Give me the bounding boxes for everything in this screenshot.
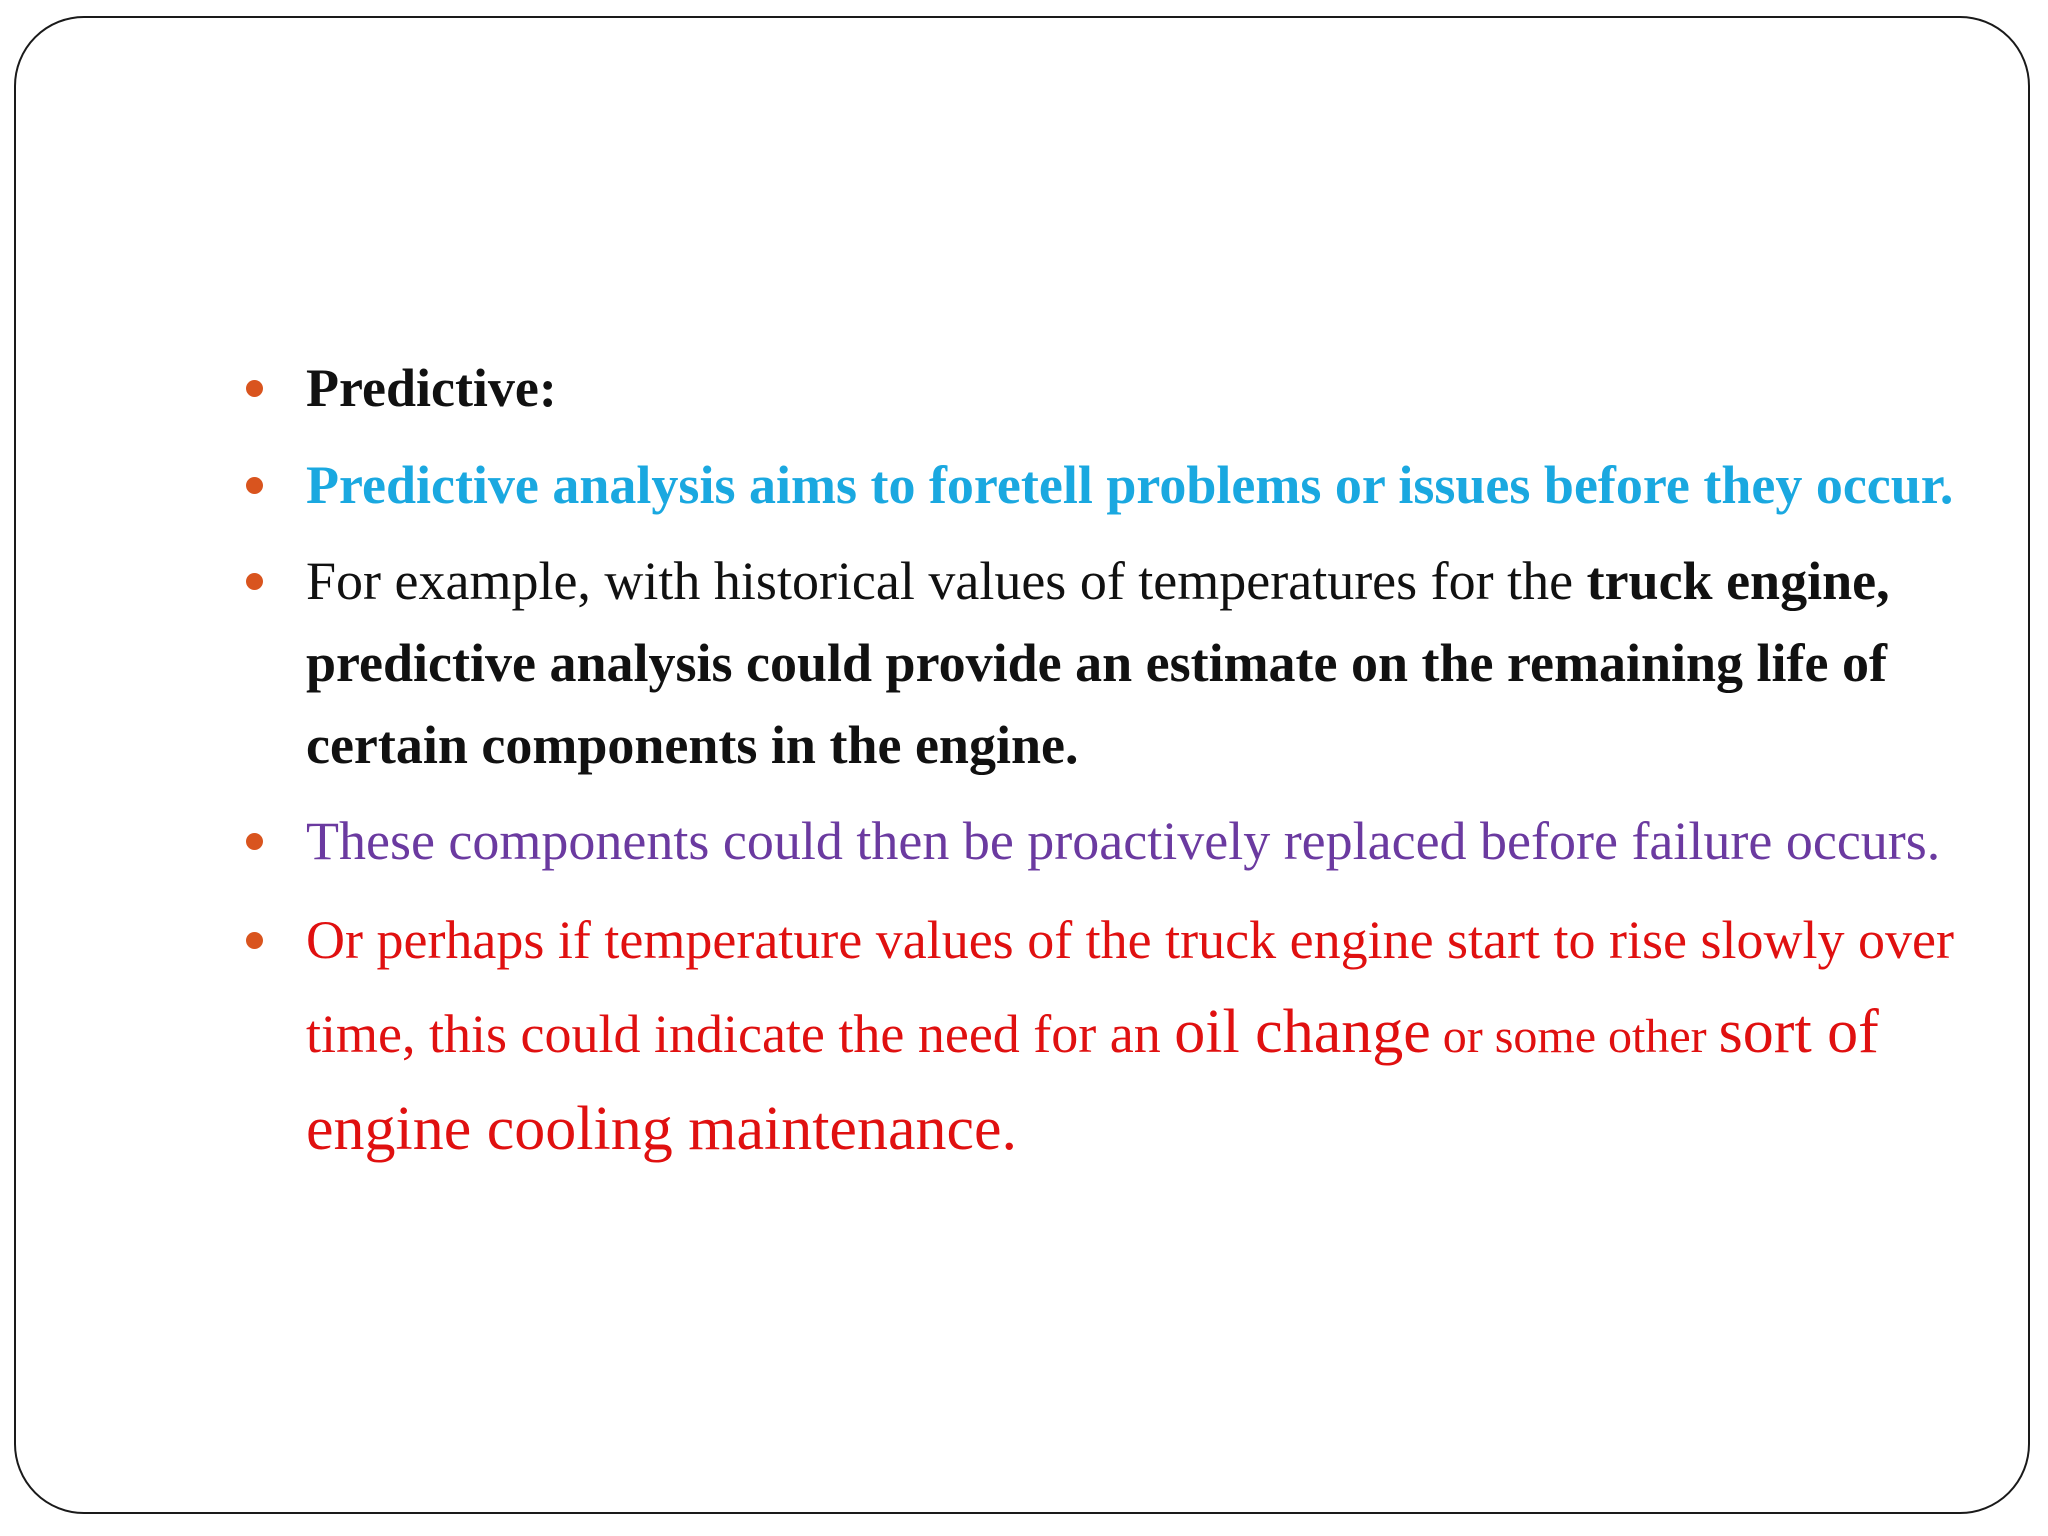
bullet-item-predictive-heading [246,348,1966,428]
slide-frame [14,16,2030,1514]
bullet-oil-text-part4: sort of engine cooling maintenance. [306,998,1879,1163]
bullet-dot-icon [246,833,263,850]
bullet-example-plain-text: For example, with historical values of temperatures for the [306,551,1587,611]
bullet-definition-text: Predictive analysis aims to foretell problems or issues before they occur. [306,455,1954,515]
bullet-item-example [246,540,1966,786]
bullet-replacement-text: These components could then be proactively replaced before failure occurs. [306,811,1941,871]
bullet-item-definition [246,444,1966,526]
bullet-list [246,348,1966,1177]
bullet-oil-text-part1: Or perhaps if temperature values of the truck engine start to rise slowly over time, this could indicate the need for an [306,910,1954,1064]
bullet-item-replacement [246,800,1966,882]
bullet-dot-icon [246,380,263,397]
bullet-dot-icon [246,477,263,494]
bullet-heading-text: Predictive: [306,358,557,418]
bullet-item-oil-change [246,894,1966,1177]
bullet-example-bold-text: truck engine, predictive analysis could provide an estimate on the remaining life of certain components in the engine. [306,551,1890,775]
bullet-dot-icon [246,573,263,590]
bullet-dot-icon [246,932,263,949]
bullet-oil-text-part3: or some other [1430,1010,1719,1063]
bullet-oil-text-part2: oil change [1174,998,1431,1066]
